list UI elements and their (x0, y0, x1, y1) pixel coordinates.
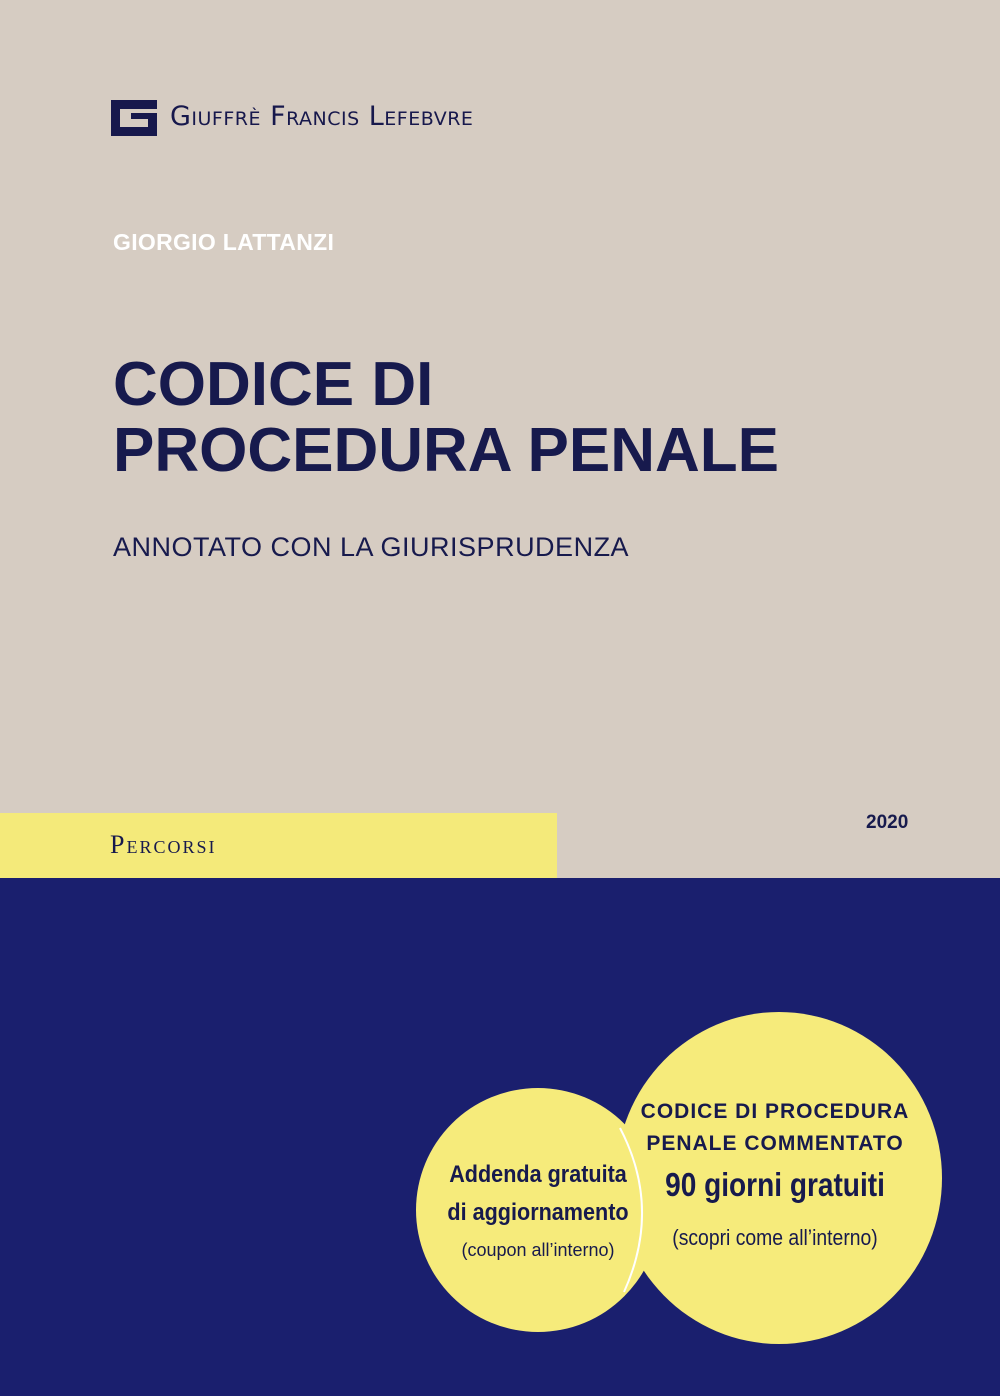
pattern-dot (456, 1080, 466, 1090)
pattern-dot (269, 878, 279, 888)
pattern-dot (643, 979, 653, 989)
pattern-dot (129, 1281, 139, 1291)
pattern-dot (924, 979, 934, 989)
pattern-dot (877, 1029, 887, 1039)
book-title-line-2: PROCEDURA PENALE (113, 416, 779, 485)
pattern-dot (316, 1382, 326, 1392)
pattern-dot (737, 1382, 747, 1392)
addenda-badge-title (428, 1156, 648, 1232)
pattern-dot (269, 1130, 279, 1140)
pattern-dot (222, 928, 232, 938)
pattern-dot (129, 979, 139, 989)
pattern-dot (597, 1080, 607, 1090)
pattern-dot (35, 1029, 45, 1039)
pattern-dot (503, 878, 513, 888)
pattern-dot (363, 1029, 373, 1039)
pattern-dot (129, 928, 139, 938)
pattern-dot (269, 1281, 279, 1291)
pattern-dot (35, 1080, 45, 1090)
pattern-dot (222, 1231, 232, 1241)
pattern-dot (409, 1382, 419, 1392)
pattern-dot (35, 928, 45, 938)
addenda-badge-line-1: Addenda gratuita (449, 1161, 627, 1188)
pattern-dot (971, 1180, 981, 1190)
addenda-badge-line-2: di aggiornamento (447, 1199, 629, 1226)
online-badge-line-1: CODICE DI PROCEDURA (640, 1100, 910, 1123)
pattern-dot (503, 1080, 513, 1090)
pattern-dot (82, 928, 92, 938)
pattern-dot (971, 1382, 981, 1392)
pattern-dot (409, 878, 419, 888)
pattern-dot (877, 979, 887, 989)
pattern-dot (737, 979, 747, 989)
pattern-dot (597, 1382, 607, 1392)
pattern-dot (35, 1382, 45, 1392)
pattern-dot (129, 1382, 139, 1392)
pattern-dot (643, 878, 653, 888)
pattern-dot (924, 1080, 934, 1090)
pattern-dot (363, 1281, 373, 1291)
pattern-dot (35, 1130, 45, 1140)
pattern-dot (316, 1029, 326, 1039)
pattern-dot (129, 1029, 139, 1039)
pattern-dot (784, 979, 794, 989)
pattern-dot (82, 1029, 92, 1039)
pattern-dot (784, 928, 794, 938)
pattern-dot (597, 1029, 607, 1039)
pattern-dot (269, 928, 279, 938)
pattern-dot (363, 1130, 373, 1140)
pattern-dot (831, 878, 841, 888)
pattern-dot (363, 979, 373, 989)
pattern-dot (597, 1332, 607, 1342)
book-title-line-1: CODICE DI (113, 350, 434, 419)
pattern-dot (643, 1332, 653, 1342)
pattern-dot (831, 1382, 841, 1392)
pattern-dot (316, 1080, 326, 1090)
pattern-dot (222, 878, 232, 888)
pattern-dot (409, 928, 419, 938)
pattern-dot (129, 1231, 139, 1241)
pattern-dot (269, 1382, 279, 1392)
pattern-dot (456, 928, 466, 938)
pattern-dot (316, 1180, 326, 1190)
book-subtitle: ANNOTATO CON LA GIURISPRUDENZA (113, 532, 630, 562)
pattern-dot (269, 1080, 279, 1090)
pattern-dot (550, 1382, 560, 1392)
online-badge-offer: 90 giorni gratuiti (665, 1166, 885, 1203)
pattern-dot (35, 878, 45, 888)
pattern-dot (456, 878, 466, 888)
pattern-dot (971, 1029, 981, 1039)
pattern-dot (222, 1382, 232, 1392)
pattern-dot (924, 1281, 934, 1291)
pattern-dot (456, 1382, 466, 1392)
pattern-dot (175, 979, 185, 989)
pattern-dot (175, 1130, 185, 1140)
pattern-dot (784, 878, 794, 888)
pattern-dot (409, 979, 419, 989)
pattern-dot (877, 1382, 887, 1392)
pattern-dot (550, 928, 560, 938)
pattern-dot (409, 1332, 419, 1342)
pattern-dot (597, 878, 607, 888)
pattern-dot (690, 979, 700, 989)
pattern-dot (316, 1281, 326, 1291)
pattern-dot (550, 1029, 560, 1039)
pattern-dot (690, 878, 700, 888)
pattern-dot (971, 1231, 981, 1241)
pattern-dot (597, 928, 607, 938)
pattern-dot (363, 1231, 373, 1241)
author-name: GIORGIO LATTANZI (113, 229, 335, 255)
pattern-dot (222, 1180, 232, 1190)
pattern-dot (456, 979, 466, 989)
pattern-dot (503, 928, 513, 938)
pattern-dot (129, 878, 139, 888)
online-badge-line-2: PENALE COMMENTATO (646, 1132, 904, 1155)
pattern-dot (737, 928, 747, 938)
pattern-dot (877, 928, 887, 938)
pattern-dot (35, 1281, 45, 1291)
pattern-dot (316, 928, 326, 938)
pattern-dot (971, 1332, 981, 1342)
series-label: Percorsi (110, 830, 217, 859)
pattern-dot (175, 1180, 185, 1190)
pattern-dot (737, 878, 747, 888)
pattern-dot (924, 878, 934, 888)
pattern-dot (971, 878, 981, 888)
pattern-dot (363, 928, 373, 938)
pattern-dot (175, 1281, 185, 1291)
pattern-dot (316, 1130, 326, 1140)
pattern-dot (924, 1029, 934, 1039)
pattern-dot (690, 1382, 700, 1392)
pattern-dot (222, 1281, 232, 1291)
pattern-dot (175, 928, 185, 938)
pattern-dot (35, 1332, 45, 1342)
pattern-dot (363, 1382, 373, 1392)
online-badge-note: (scopri come all’interno) (672, 1225, 878, 1250)
pattern-dot (222, 1029, 232, 1039)
pattern-dot (82, 979, 92, 989)
pattern-dot (831, 928, 841, 938)
pattern-dot (222, 1130, 232, 1140)
pattern-dot (409, 1080, 419, 1090)
pattern-dot (316, 878, 326, 888)
pattern-dot (35, 979, 45, 989)
pattern-dot (82, 1130, 92, 1140)
pattern-dot (690, 928, 700, 938)
pattern-dot (550, 1332, 560, 1342)
pattern-dot (456, 1332, 466, 1342)
pattern-dot (82, 878, 92, 888)
pattern-dot (82, 1080, 92, 1090)
pattern-dot (363, 1180, 373, 1190)
pattern-dot (363, 1080, 373, 1090)
pattern-dot (503, 1029, 513, 1039)
pattern-dot (597, 979, 607, 989)
pattern-dot (129, 1080, 139, 1090)
pattern-dot (971, 1130, 981, 1140)
pattern-dot (269, 1180, 279, 1190)
pattern-dot (82, 1281, 92, 1291)
addenda-badge-note: (coupon all’interno) (461, 1240, 615, 1260)
pattern-dot (129, 1180, 139, 1190)
edition-year: 2020 (866, 812, 909, 833)
pattern-dot (175, 1382, 185, 1392)
pattern-dot (175, 1332, 185, 1342)
pattern-dot (971, 1281, 981, 1291)
pattern-dot (363, 1332, 373, 1342)
pattern-dot (35, 1180, 45, 1190)
book-title (113, 352, 779, 484)
pattern-dot (877, 878, 887, 888)
pattern-dot (363, 878, 373, 888)
pattern-dot (690, 1332, 700, 1342)
pattern-dot (503, 1382, 513, 1392)
pattern-dot (269, 1231, 279, 1241)
pattern-dot (82, 1332, 92, 1342)
pattern-dot (175, 1029, 185, 1039)
pattern-dot (82, 1180, 92, 1190)
pattern-dot (409, 1130, 419, 1140)
pattern-dot (550, 979, 560, 989)
pattern-dot (82, 1231, 92, 1241)
pattern-dot (456, 1029, 466, 1039)
pattern-dot (129, 1130, 139, 1140)
pattern-dot (924, 928, 934, 938)
pattern-dot (971, 928, 981, 938)
pattern-dot (269, 979, 279, 989)
pattern-dot (175, 1231, 185, 1241)
series-band (0, 813, 557, 878)
pattern-dot (316, 1231, 326, 1241)
pattern-dot (222, 1332, 232, 1342)
pattern-dot (409, 1029, 419, 1039)
pattern-dot (222, 979, 232, 989)
pattern-dot (643, 1382, 653, 1392)
pattern-dot (503, 979, 513, 989)
pattern-dot (924, 1382, 934, 1392)
pattern-dot (503, 1332, 513, 1342)
pattern-dot (316, 1332, 326, 1342)
publisher-name: Giuffrè Francis Lefebvre (170, 101, 474, 132)
pattern-dot (35, 1231, 45, 1241)
pattern-dot (269, 1029, 279, 1039)
pattern-dot (643, 1029, 653, 1039)
pattern-dot (924, 1332, 934, 1342)
publisher-logo-icon (111, 100, 157, 136)
pattern-dot (550, 878, 560, 888)
pattern-dot (316, 979, 326, 989)
pattern-dot (129, 1332, 139, 1342)
pattern-dot (971, 1080, 981, 1090)
pattern-dot (643, 928, 653, 938)
pattern-dot (82, 1382, 92, 1392)
pattern-dot (409, 1281, 419, 1291)
pattern-dot (269, 1332, 279, 1342)
pattern-dot (175, 1080, 185, 1090)
online-badge-title (630, 1096, 920, 1160)
pattern-dot (877, 1332, 887, 1342)
pattern-dot (831, 979, 841, 989)
pattern-dot (784, 1382, 794, 1392)
pattern-dot (175, 878, 185, 888)
pattern-dot (222, 1080, 232, 1090)
pattern-dot (971, 979, 981, 989)
